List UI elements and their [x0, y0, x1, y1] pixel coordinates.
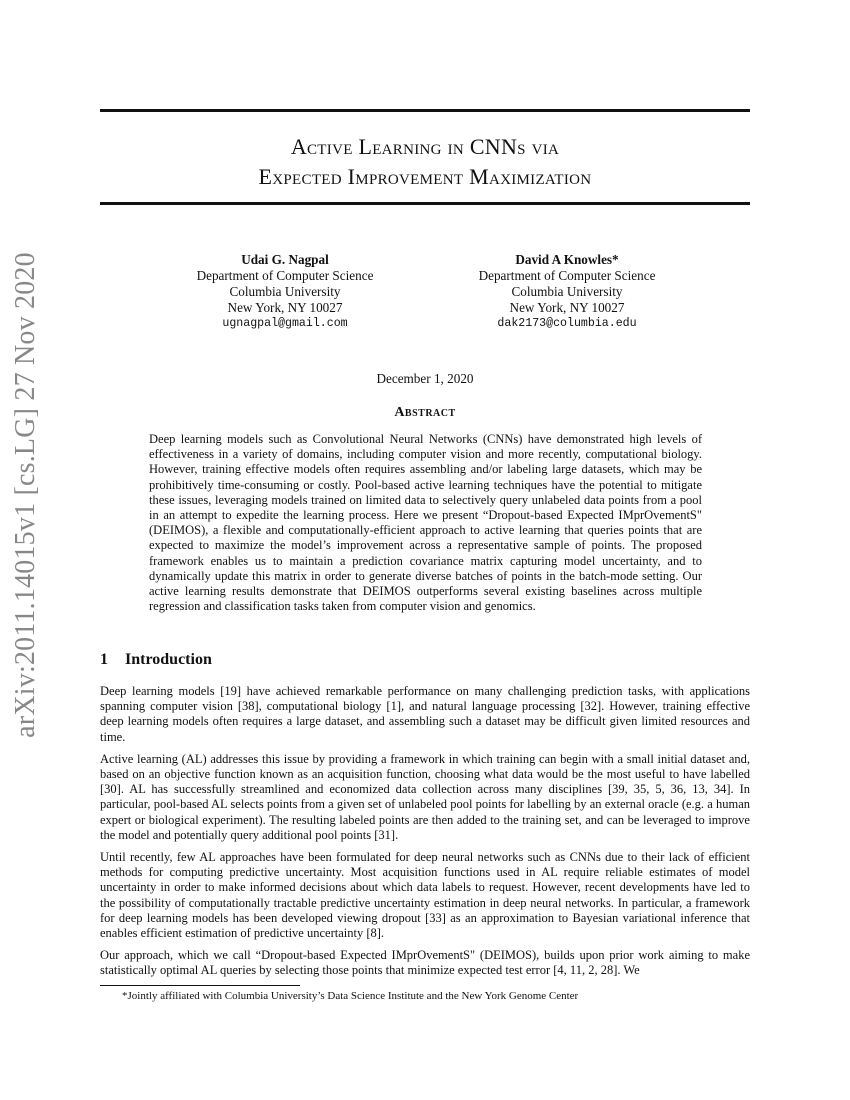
author-block-2: [437, 252, 697, 332]
author-email: dak2173@columbia.edu: [497, 317, 637, 330]
title-line-2: Expected Improvement Maximization: [258, 164, 592, 189]
author-name: David A Knowles*: [515, 252, 619, 267]
section-number: 1: [100, 651, 108, 668]
author-location: New York, NY 10027: [227, 300, 343, 315]
title-bottom-rule: [100, 202, 750, 205]
arxiv-identifier: [2, 252, 50, 738]
author-department: Department of Computer Science: [196, 268, 374, 283]
footnote-rule: [100, 985, 300, 986]
paper-title: [100, 132, 750, 192]
author-location: New York, NY 10027: [509, 300, 625, 315]
author-university: Columbia University: [229, 284, 341, 299]
title-top-rule: [100, 109, 750, 112]
paragraph: Deep learning models [19] have achieved remarkable performance on many challenging prediction tasks, with applications spanning computer vision [38], computational biology [1], and natural language processing [32]. However, training effective deep learning models often requires a large dataset, and assembling such a dataset may be difficult given limited resources and time.: [100, 684, 750, 744]
section-heading: [100, 651, 212, 669]
arxiv-identifier-text: arXiv:2011.14015v1 [cs.LG] 27 Nov 2020: [10, 252, 41, 738]
footnote: *Jointly affiliated with Columbia University’s Data Science Institute and the New York Genome Center: [122, 990, 579, 1002]
author-name: Udai G. Nagpal: [241, 252, 329, 267]
paper-date: December 1, 2020: [376, 371, 474, 386]
abstract-heading: Abstract: [394, 405, 456, 420]
author-email: ugnagpal@gmail.com: [222, 317, 348, 330]
title-line-1: Active Learning in CNNs via: [290, 134, 560, 159]
abstract-text: Deep learning models such as Convolutional Neural Networks (CNNs) have demonstrated high levels of effectiveness in a variety of domains, including computer vision and more recently, computational biology. However, training effective models often requires assembling and/or labeling large datasets, which may be prohibitively time-consuming or costly. Pool-based active learning techniques have the potential to mitigate these issues, leveraging models trained on limited data to selectively query unlabeled data points from a pool in an attempt to expedite the learning process. Here we present “Dropout-based Expected IMprOvementS" (DEIMOS), a flexible and computationally-efficient approach to active learning that queries points that are expected to maximize the model’s improvement across a representative sample of points. The proposed framework enables us to maintain a prediction covariance matrix capturing model uncertainty, and to dynamically update this matrix in order to generate diverse batches of points in the batch-mode setting. Our active learning results demonstrate that DEIMOS outperforms several existing baselines across multiple regression and classification tasks taken from computer vision and genomics.: [149, 432, 702, 614]
paragraph: Active learning (AL) addresses this issue by providing a framework in which training can begin with a small initial dataset and, based on an objective function known as an acquisition function, choosing what data would be the most useful to have labelled [30]. AL has successfully streamlined and economized data collection across many disciplines [39, 35, 5, 36, 13, 34]. In particular, pool-based AL selects points from a given set of unlabeled pool points for labelling by an external oracle (e.g. a human expert or biological experiment). The resulting labeled points are then added to the training set, and can be leveraged to improve the model and potentially query additional pool points [31].: [100, 751, 750, 842]
paragraph: Until recently, few AL approaches have been formulated for deep neural networks such as CNNs due to their lack of efficient methods for computing predictive uncertainty. Most acquisition functions used in AL require reliable estimates of model uncertainty in order to make informed decisions about which data labels to request. However, recent developments have led to the possibility of computationally tractable predictive uncertainty estimation in deep neural networks. In particular, a framework for deep learning models has been developed viewing dropout [33] as an approximation to Bayesian variational inference that enables efficient estimation of predictive uncertainty [8].: [100, 850, 750, 941]
author-department: Department of Computer Science: [478, 268, 656, 283]
author-block-1: [155, 252, 415, 332]
author-university: Columbia University: [511, 284, 623, 299]
paragraph: Our approach, which we call “Dropout-based Expected IMprOvementS" (DEIMOS), builds upon prior work aiming to make statistically optimal AL queries by selecting those points that minimize expected test error [4, 11, 2, 28]. We: [100, 948, 750, 978]
intro-body: [100, 684, 750, 986]
section-title: Introduction: [125, 651, 212, 668]
